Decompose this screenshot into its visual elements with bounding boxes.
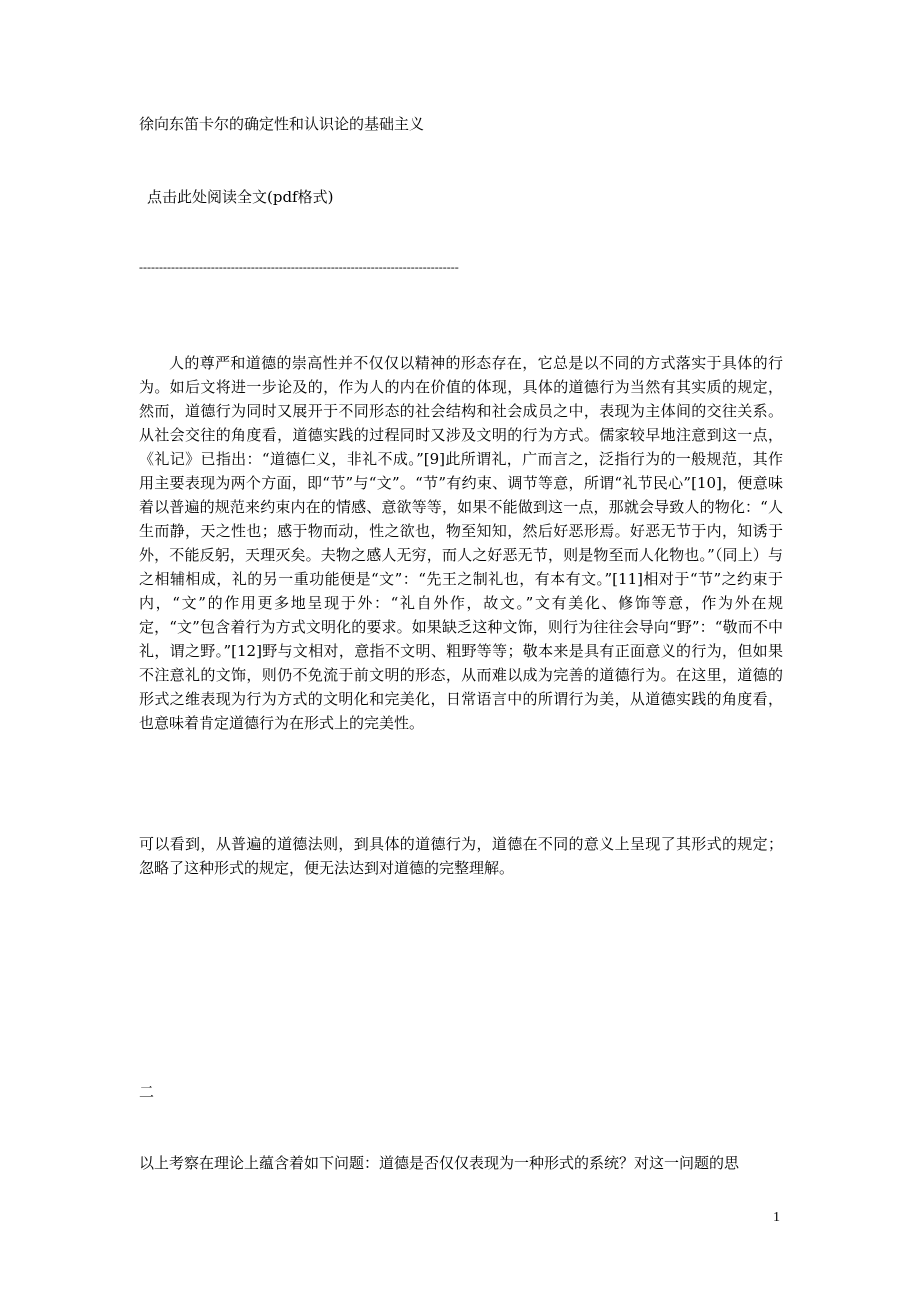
read-full-pdf-link[interactable]: 点击此处阅读全文(pdf格式) — [147, 188, 334, 206]
section-heading-number: 二 — [139, 1083, 155, 1101]
body-paragraph-3: 以上考察在理论上蕴含着如下问题：道德是否仅仅表现为一种形式的系统？对这一问题的思 — [139, 1154, 740, 1172]
page-number: 1 — [773, 1210, 780, 1225]
horizontal-divider: -------------------------------------------------------------------------------- — [139, 260, 459, 274]
body-paragraph-2: 可以看到，从普遍的道德法则，到具体的道德行为，道德在不同的意义上呈现了其形式的规定；忽略了这种形式的规定，便无法达到对道德的完整理解。 — [139, 835, 783, 877]
body-paragraph-1: 人的尊严和道德的崇高性并不仅仅以精神的形态存在，它总是以不同的方式落实于具体的行为。如后文将进一步论及的，作为人的内在价值的体现，具体的道德行为当然有其实质的规定，然而，道德行为同时又展开于不同形态的社会结构和社会成员之中，表现为主体间的交往关系。从社会交往的角度看，道德实践的过程同时又涉及文明的行为方式。儒家较早地注意到这一点，《礼记》已指出：“道德仁义，非礼不成。”[9]此所谓礼，广而言之，泛指行为的一般规范，其作用主要表现为两个方面，即“节”与“文”。“节”有约束、调节等意，所谓“礼节民心”[10]，便意味着以普遍的规范来约束内在的情感、意欲等等，如果不能做到这一点，那就会导致人的物化：“人生而静，天之性也；感于物而动，性之欲也，物至知知，然后好恶形焉。好恶无节于内，知诱于外，不能反躬，天理灭矣。夫物之感人无穷，而人之好恶无节，则是物至而人化物也。”（同上）与之相辅相成，礼的另一重功能便是“文”：“先王之制礼也，有本有文。”[11]相对于“节”之约束于内，“文”的作用更多地呈现于外：“礼自外作，故文。”文有美化、修饰等意，作为外在规定，“文”包含着行为方式文明化的要求。如果缺乏这种文饰，则行为往往会导向“野”：“敬而不中礼，谓之野。”[12]野与文相对，意指不文明、粗野等等；敬本来是具有正面意义的行为，但如果不注意礼的文饰，则仍不免流于前文明的形态，从而难以成为完善的道德行为。在这里，道德的形式之维表现为行为方式的文明化和完美化，日常语言中的所谓行为美，从道德实践的角度看，也意味着肯定道德行为在形式上的完美性。 — [139, 354, 783, 732]
document-title: 徐向东笛卡尔的确定性和认识论的基础主义 — [139, 115, 425, 133]
